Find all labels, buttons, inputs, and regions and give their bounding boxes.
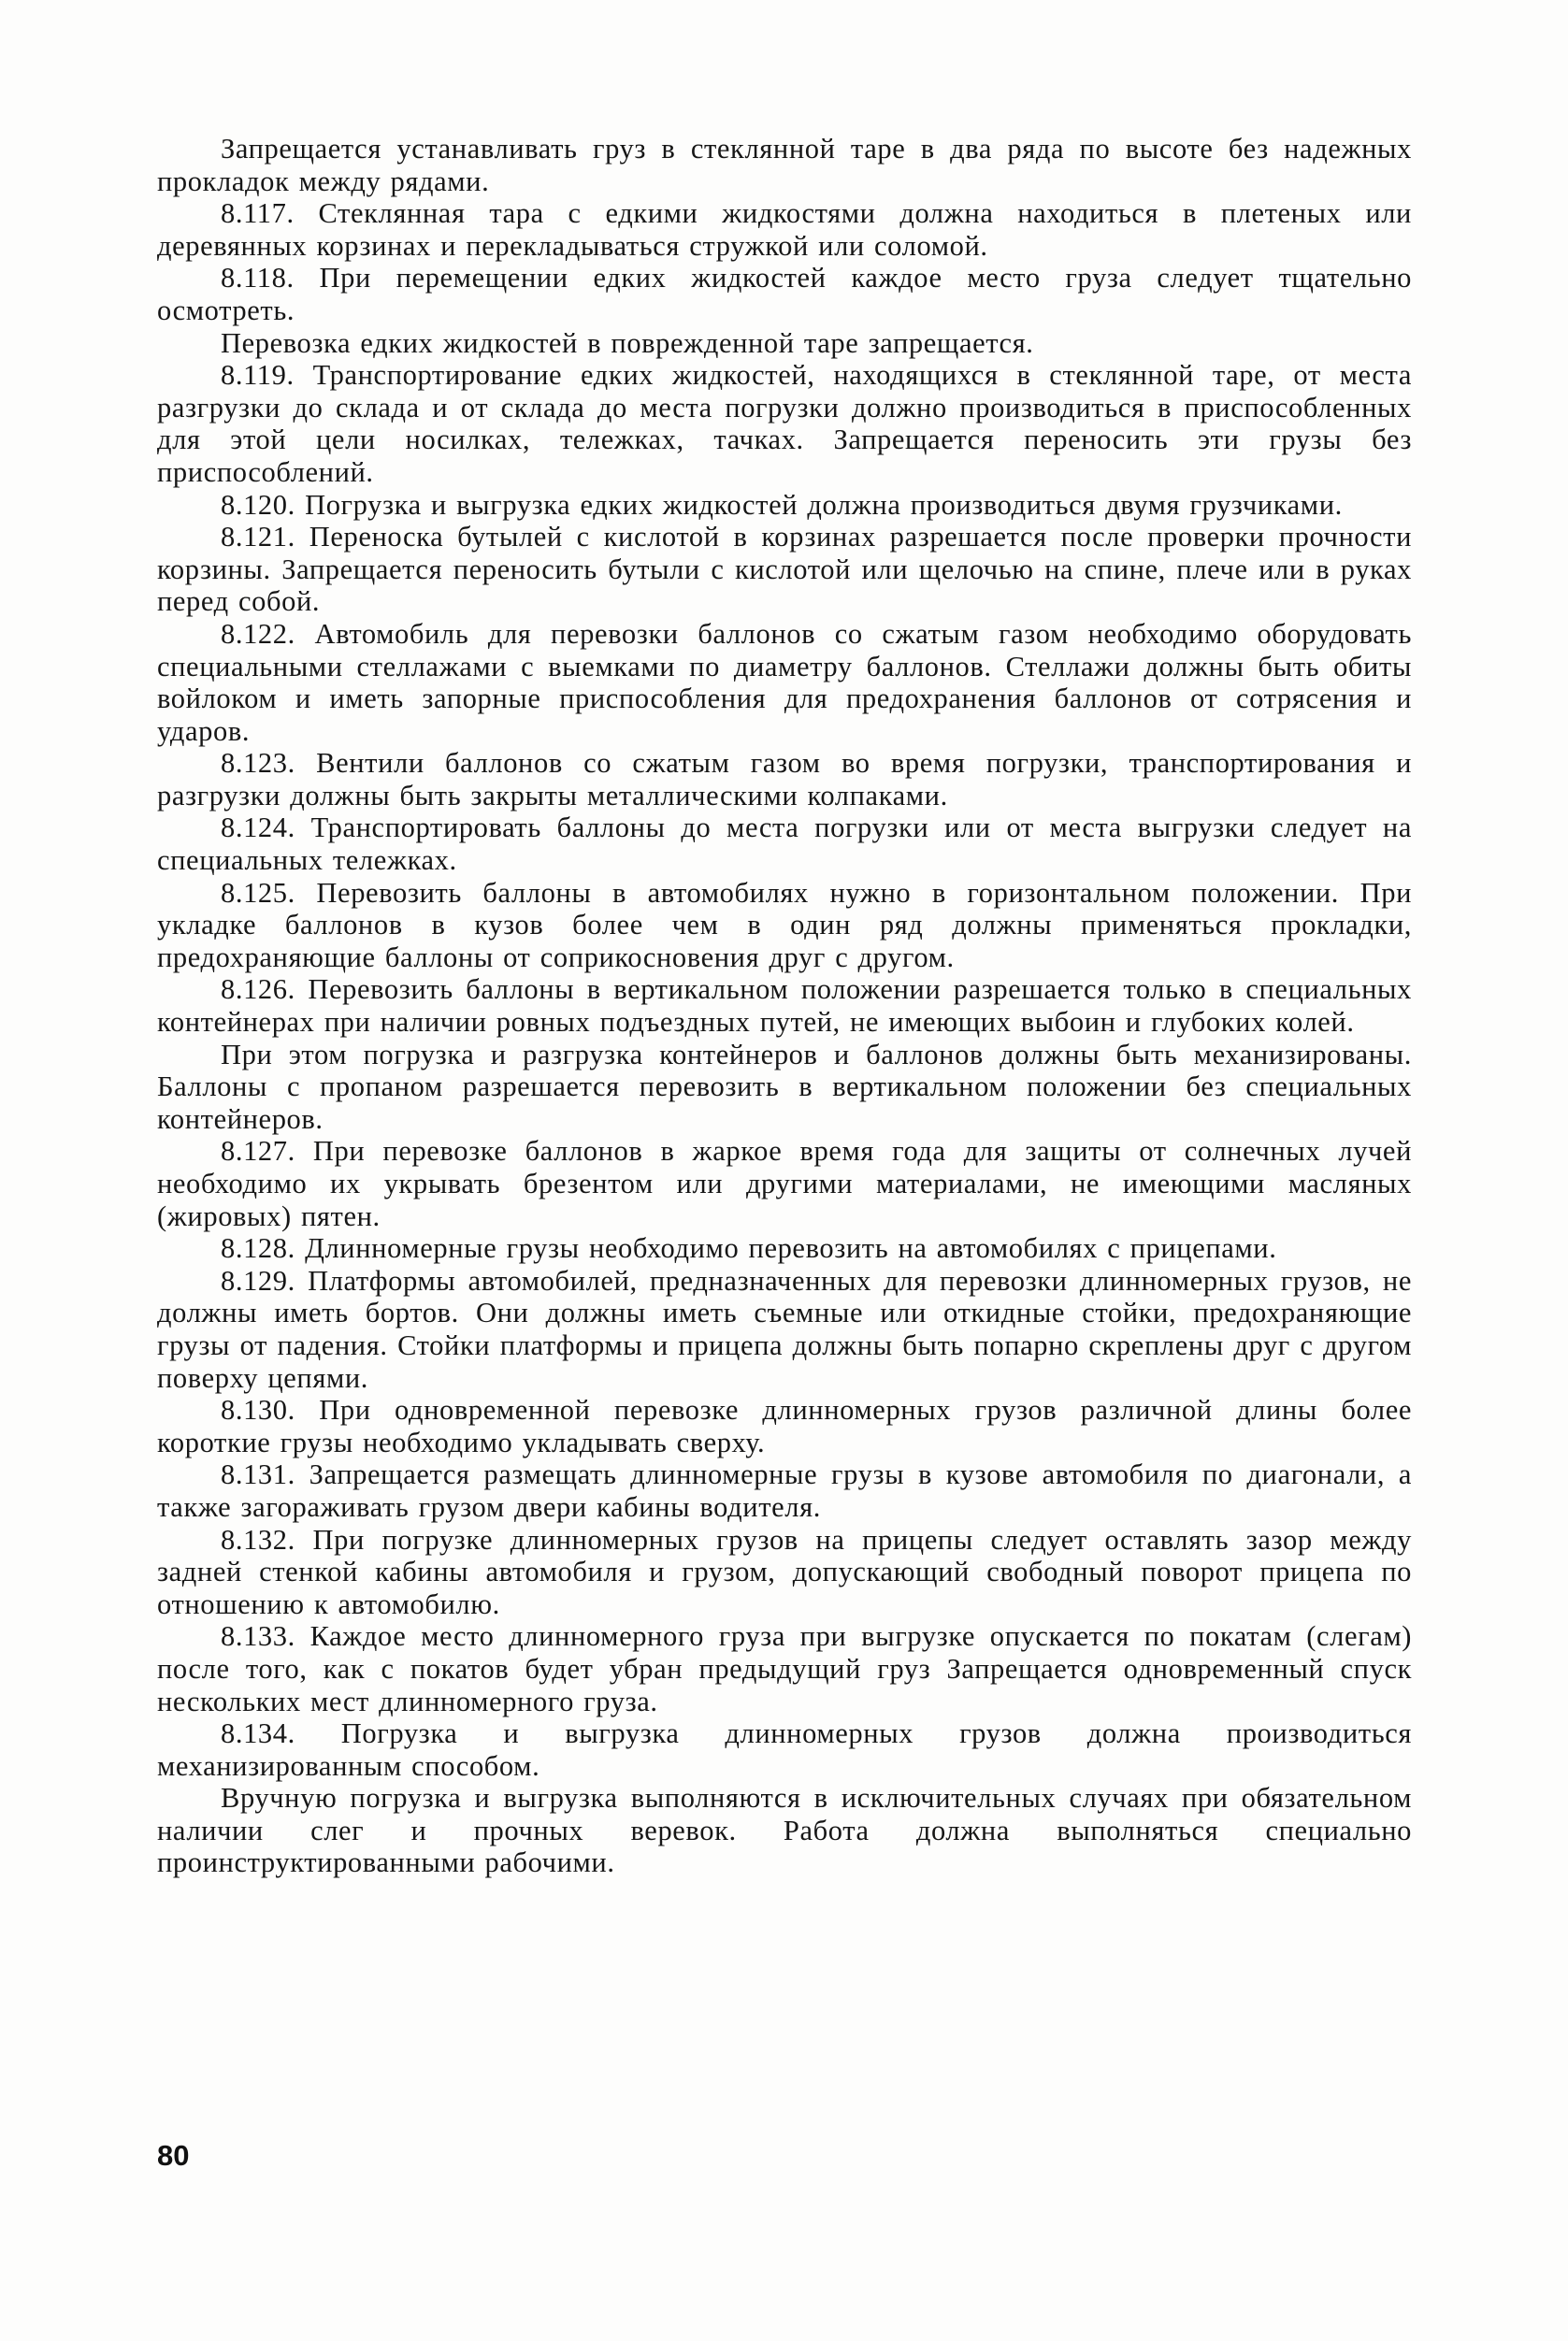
paragraph-8-127: 8.127. При перевозке баллонов в жаркое время года для защиты от солнечных лучей необходимо их укрывать брезентом или другими материалами, не имеющими масляных (жировых) пятен. [157, 1135, 1412, 1232]
paragraph-8-131: 8.131. Запрещается размещать длинномерные грузы в кузове автомобиля по диагонали, а также загораживать грузом двери кабины водителя. [157, 1458, 1412, 1523]
paragraph-8-123: 8.123. Вентили баллонов со сжатым газом во время погрузки, транспортирования и разгрузки должны быть закрыты металлическими колпаками. [157, 747, 1412, 811]
paragraph-intro-glass-containers: Запрещается устанавливать груз в стеклянной таре в два ряда по высоте без надежных прокладок между рядами. [157, 133, 1412, 197]
paragraph-8-130: 8.130. При одновременной перевозке длинномерных грузов различной длины более короткие грузы необходимо укладывать сверху. [157, 1394, 1412, 1458]
paragraph-manual-loading: Вручную погрузка и выгрузка выполняются в исключительных случаях при обязательном наличии слег и прочных веревок. Работа должна выполняться специально проинструктированными рабочими. [157, 1782, 1412, 1879]
paragraph-8-134: 8.134. Погрузка и выгрузка длинномерных грузов должна производиться механизированным способом. [157, 1717, 1412, 1782]
paragraph-damaged-containers: Перевозка едких жидкостей в поврежденной таре запрещается. [221, 326, 1034, 359]
paragraph-8-117: 8.117. Стеклянная тара с едкими жидкостями должна находиться в плетеных или деревянных корзинах и перекладываться стружкой или соломой. [157, 197, 1412, 262]
paragraph-8-128: 8.128. Длинномерные грузы необходимо перевозить на автомобилях с прицепами. [221, 1232, 1277, 1265]
paragraph-8-132: 8.132. При погрузке длинномерных грузов на прицепы следует оставлять зазор между задней стенкой кабины автомобиля и грузом, допускающий свободный поворот прицепа по отношению к автомобилю. [157, 1523, 1412, 1620]
paragraph-8-122: 8.122. Автомобиль для перевозки баллонов со сжатым газом необходимо оборудовать специальными стеллажами с выемками по диаметру баллонов. Стеллажи должны быть обиты войлоком и иметь запорные приспособления для предохранения баллонов от сотрясения и ударов. [157, 617, 1412, 747]
paragraph-8-120: 8.120. Погрузка и выгрузка едких жидкостей должна производиться двумя грузчиками. [221, 488, 1343, 521]
paragraph-8-118: 8.118. При перемещении едких жидкостей каждое место груза следует тщательно осмотреть. [157, 262, 1412, 326]
paragraph-8-126: 8.126. Перевозить баллоны в вертикальном положении разрешается только в специальных контейнерах при наличии ровных подъездных путей, не имеющих выбоин и глубоких колей. [157, 973, 1412, 1039]
paragraph-8-125: 8.125. Перевозить баллоны в автомобилях нужно в горизонтальном положении. При укладке баллонов в кузов более чем в один ряд должны применяться прокладки, предохраняющие баллоны от соприкосновения друг с другом. [157, 876, 1412, 973]
body-text [157, 133, 1412, 1879]
paragraph-8-119: 8.119. Транспортирование едких жидкостей, находящихся в стеклянной таре, от места разгрузки до склада и от склада до места погрузки должно производиться в приспособленных для этой цели носилках, тележках, тачках. Запрещается переносить эти грузы без приспособлений. [157, 359, 1412, 488]
paragraph-8-129: 8.129. Платформы автомобилей, предназначенных для перевозки длинномерных грузов, не должны иметь бортов. Они должны иметь съемные или откидные стойки, предохраняющие грузы от падения. Стойки платформы и прицепа должны быть попарно скреплены друг с другом поверху цепями. [157, 1264, 1412, 1394]
paragraph-8-133: 8.133. Каждое место длинномерного груза при выгрузке опускается по покатам (слегам) после того, как с покатов будет убран предыдущий груз Запрещается одновременный спуск нескольких мест длинномерного груза. [157, 1620, 1412, 1717]
paragraph-8-124: 8.124. Транспортировать баллоны до места погрузки или от места выгрузки следует на специальных тележках. [157, 811, 1412, 877]
paragraph-container-loading: При этом погрузка и разгрузка контейнеров и баллонов должны быть механизированы. Баллоны с пропаном разрешается перевозить в вертикальном положении без специальных контейнеров. [157, 1038, 1412, 1135]
page-number: 80 [157, 2139, 190, 2172]
paragraph-8-121: 8.121. Переноска бутылей с кислотой в корзинах разрешается после проверки прочности корзины. Запрещается переносить бутыли с кислотой или щелочью на спине, плече или в руках перед собой. [157, 521, 1412, 618]
